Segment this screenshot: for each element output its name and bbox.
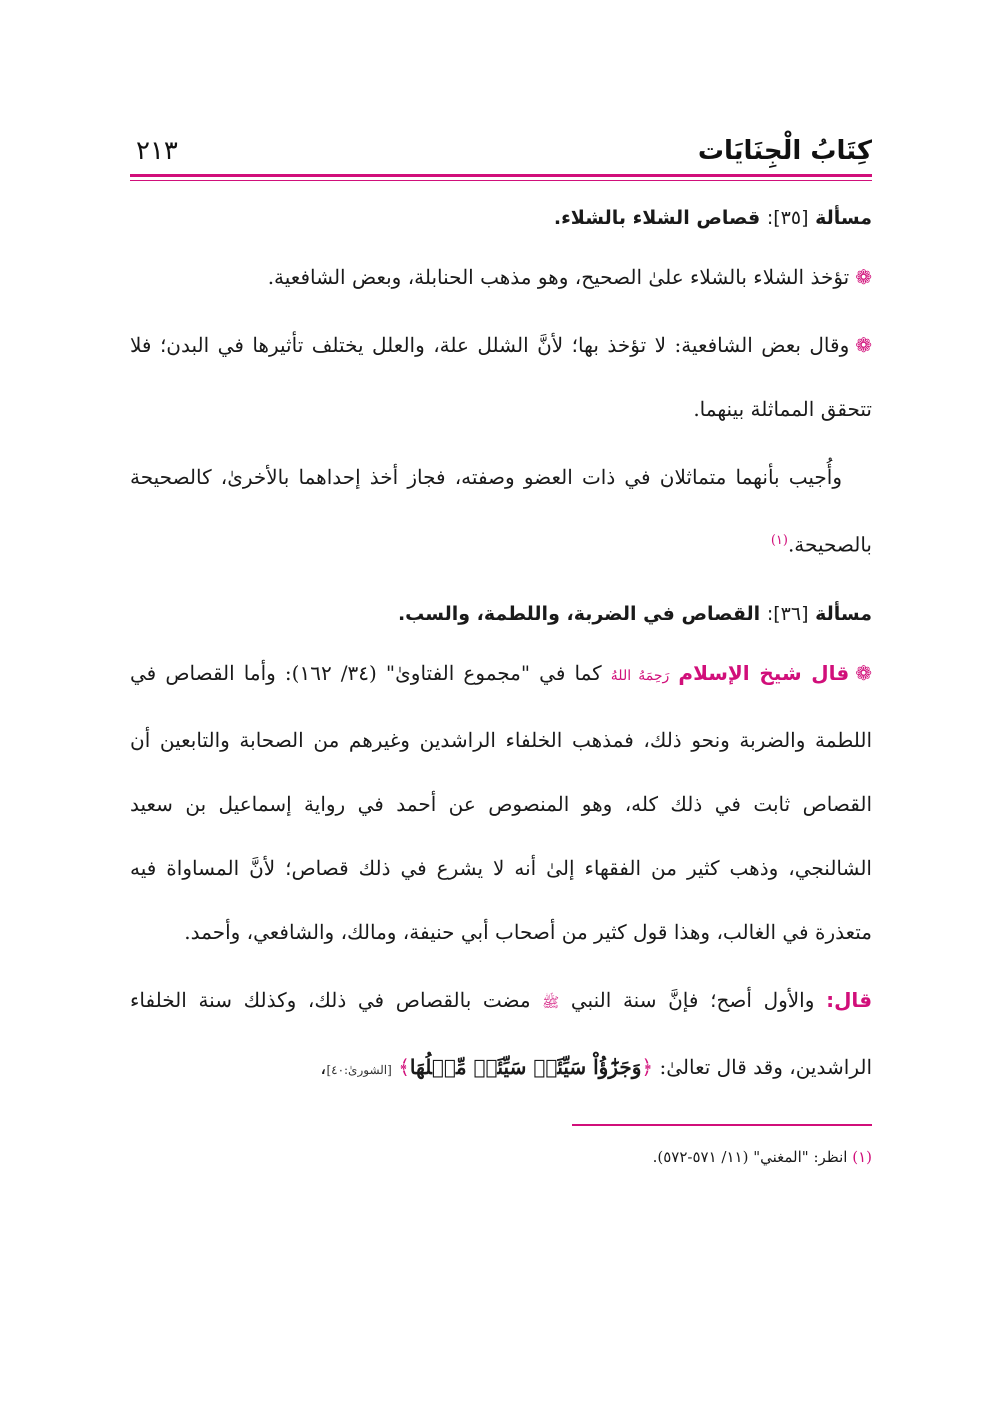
- quote-lead: قال شيخ الإسلام: [678, 660, 850, 685]
- paragraph-5-tail: ،: [319, 1054, 327, 1079]
- paragraph-2: [130, 313, 872, 441]
- issue-number: [٣٦]:: [766, 602, 809, 625]
- footnote-text: انظر: "المغني" (١١/ ٥٧١-٥٧٢).: [652, 1147, 848, 1166]
- honorific-mark: رَحِمَهُ اللهُ: [610, 667, 670, 684]
- header-rule-thick: [130, 174, 872, 177]
- issue-number: [٣٥]:: [766, 207, 809, 229]
- paragraph-5-text-b: مضت بالقصاص في ذلك، وكذلك سنة الخلفاء الراشدين، وقد قال تعالىٰ:: [130, 987, 872, 1079]
- issue-title: قصاص الشلاء بالشلاء.: [553, 207, 761, 229]
- flower-bullet-icon: ❁: [855, 333, 872, 357]
- running-title: كِتَابُ الْجِنَايَات: [697, 136, 872, 166]
- issue-title: القصاص في الضربة، واللطمة، والسب.: [397, 602, 761, 625]
- paragraph-3: [130, 445, 872, 577]
- verse-reference: [الشورىٰ:٤٠]: [326, 1062, 392, 1077]
- issue-35-heading: [130, 201, 872, 235]
- prophet-honorific: ﷺ: [542, 994, 560, 1011]
- quote-lead: قال:: [826, 987, 873, 1012]
- flower-bullet-icon: ❁: [855, 265, 872, 289]
- paragraph-4-text: كما في "مجموع الفتاوىٰ" (٣٤/ ١٦٢): وأما القصاص في اللطمة والضربة ونحو ذلك، فمذهب الخلفاء الراشدين وغيرهم من الصحابة والتابعين أن القصاص ثابت في ذلك كله، وهو المنصوص عن أحمد في رواية إسماعيل بن سعيد الشالنجي، وذهب كثير من الفقهاء إلىٰ أنه لا يشرع في ذلك قصاص؛ لأنَّ المساواة فيه متعذرة في الغالب، وهذا قول كثير من أصحاب أبي حنيفة، ومالك، والشافعي، وأحمد.: [130, 660, 872, 944]
- issue-label: مسألة: [815, 602, 872, 625]
- footnote-rule: [572, 1124, 872, 1126]
- page-number: ٢١٣: [136, 136, 178, 166]
- issue-label: مسألة: [815, 207, 872, 229]
- flower-bullet-icon: ❁: [855, 660, 873, 685]
- footnote-ref[interactable]: (١): [770, 533, 788, 548]
- verse-close-bracket: ﴾: [398, 1054, 410, 1079]
- paragraph-4: [130, 641, 872, 964]
- page: [130, 110, 872, 1170]
- paragraph-1-text: تؤخذ الشلاء بالشلاء علىٰ الصحيح، وهو مذهب الحنابلة، وبعض الشافعية.: [267, 265, 850, 289]
- verse-open-bracket: ﴿: [641, 1054, 654, 1079]
- page-header: [130, 110, 872, 166]
- quran-verse: وَجَزَٰٓؤُاْ سَيِّئَةٖ سَيِّئَةٞ مِّثۡلُهَا: [409, 1054, 642, 1079]
- footnote-number: (١): [852, 1147, 872, 1166]
- header-rule-thin: [130, 180, 872, 181]
- paragraph-5-text-a: والأول أصح؛ فإنَّ سنة النبي: [570, 987, 815, 1012]
- paragraph-1: [130, 245, 872, 309]
- paragraph-5: [130, 968, 872, 1102]
- paragraph-3-text: وأُجيب بأنهما متماثلان في ذات العضو وصفته، فجاز أخذ إحداهما بالأخرىٰ، كالصحيحة بالصحيحة.: [130, 465, 872, 557]
- issue-36-heading: [130, 597, 872, 631]
- footnote: [130, 1144, 872, 1170]
- paragraph-2-text: وقال بعض الشافعية: لا تؤخذ بها؛ لأنَّ الشلل علة، والعلل يختلف تأثيرها في البدن؛ فلا تتحقق المماثلة بينهما.: [130, 333, 872, 421]
